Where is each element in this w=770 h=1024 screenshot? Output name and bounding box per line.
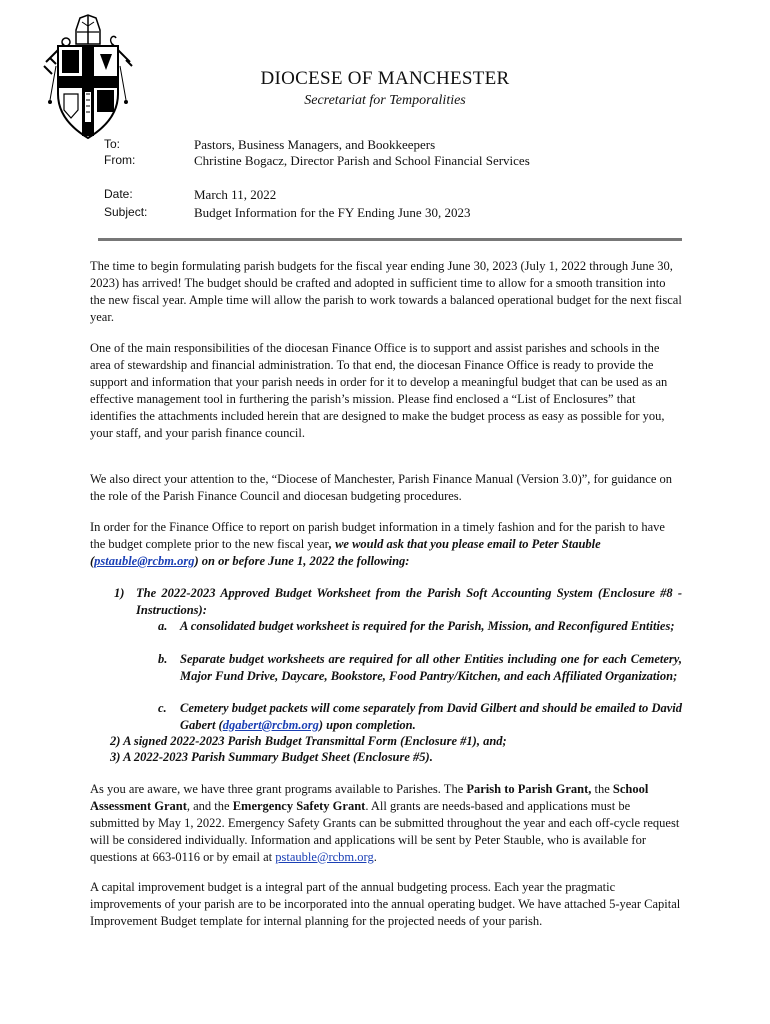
list-text-b: ) upon completion. <box>318 717 416 732</box>
paragraph-request <box>90 519 682 570</box>
grants-text-e: . All grants are needs-based and applications must be submitted by May 1, 2022. Emergency Safety Grants can be submitted throughout the year and each off-cycle request will be considered individually. Information and applications will be sent by Peter Stauble, who is available for questions at 663-0116 or by email at <box>90 798 680 864</box>
grant-name-parish: Parish to Parish Grant, <box>466 782 592 796</box>
list-number: a. <box>158 619 168 633</box>
memo-to-label: To: <box>104 137 121 151</box>
page-subtitle: Secretariat for Temporalities <box>304 93 466 108</box>
list-item-enclosure-1a <box>158 618 682 652</box>
memo-date-label: Date: <box>104 187 133 201</box>
request-emphasis-a: , we would ask that you please email to Peter Stauble ( <box>90 536 601 568</box>
header-divider <box>98 238 682 241</box>
list-text: Separate budget worksheets are required for all other Entities including one for each Cemetery, Major Fund Drive, Daycare, Bookstore, Food Pantry/Kitchen, and each Affiliated Organization; <box>180 652 682 683</box>
list-item-enclosure-3 <box>110 749 682 766</box>
paragraph-grants <box>90 781 682 866</box>
paragraph-capital-improvement: A capital improvement budget is a integral part of the annual budgeting process. Each year the pragmatic improvements of your parish are to be incorporated into the annual operating budget. We have attached 5-year Capital Improvement Budget template for internal planning for the projected needs of your parish. <box>90 880 681 928</box>
list-text-a: Cemetery budget packets will come separately from David Gilbert and should be emailed to David Gabert ( <box>180 701 682 732</box>
email-link-pstauble-2[interactable]: pstauble@rcbm.org <box>275 849 374 864</box>
paragraph-intro: The time to begin formulating parish budgets for the fiscal year ending June 30, 2023 (July 1, 2022 through June 30, 2023) has arrived! The budget should be crafted and adopted in sufficient time to allow for a smooth transition into the new fiscal year. Ample time will allow the parish to work towards a balanced operational budget for the next fiscal year. <box>90 259 682 324</box>
grants-text-c: the <box>591 782 613 796</box>
memo-from-value: Christine Bogacz, Director Parish and School Financial Services <box>194 153 530 168</box>
list-item-enclosure-1c <box>158 700 682 734</box>
memo-from-label: From: <box>104 153 136 167</box>
paragraph-finance-manual: We also direct your attention to the, “Diocese of Manchester, Parish Finance Manual (Version 3.0)”, for guidance on the role of the Parish Finance Council and diocesan budgeting procedures. <box>90 472 672 503</box>
list-text: 3) A 2022-2023 Parish Summary Budget Sheet (Enclosure #5). <box>110 750 433 764</box>
grants-text-a: As you are aware, we have three grant programs available to Parishes. The <box>90 782 467 796</box>
grants-text-d: , and the <box>186 798 233 813</box>
grant-name-emergency: Emergency Safety Grant <box>232 798 366 813</box>
grant-name-school: School Assessment Grant <box>90 782 649 813</box>
memo-subject-label: Subject: <box>104 205 148 219</box>
list-item-enclosure-2 <box>110 733 682 750</box>
page-title: DIOCESE OF MANCHESTER <box>260 68 510 89</box>
request-text: In order for the Finance Office to report on parish budget information in a timely fashion and for the parish to have the budget complete prior to the new fiscal year <box>90 520 665 551</box>
list-number: 1) <box>114 586 125 600</box>
list-item-enclosure-1b <box>158 651 682 701</box>
list-item-enclosure-1 <box>114 585 682 619</box>
request-emphasis-b: ) on or before June 1, 2022 the following: <box>194 553 410 568</box>
list-text: 2) A signed 2022-2023 Parish Budget Transmittal Form (Enclosure #1), and; <box>110 734 507 748</box>
list-text: A consolidated budget worksheet is required for the Parish, Mission, and Reconfigured Entities; <box>180 619 675 633</box>
list-text <box>180 700 682 733</box>
grants-text-f: . <box>373 849 377 864</box>
list-number: c. <box>158 701 167 715</box>
list-text: The 2022-2023 Approved Budget Worksheet from the Parish Soft Accounting System (Enclosure #8 - Instructions): <box>136 586 682 617</box>
paragraph-responsibilities: One of the main responsibilities of the diocesan Finance Office is to support and assist parishes and schools in the area of stewardship and financial administration. To that end, the diocesan Finance Office is ready to provide the support and information that your parish needs in order for it to develop a meaningful budget that can be used as an effective management tool in furthering the parish’s mission. Please find enclosed a “List of Enclosures” that identifies the attachments included herein that are designed to make the budget process as easy as possible for you, your staff, and your parish finance council. <box>90 341 668 440</box>
memo-subject-value: Budget Information for the FY Ending June 30, 2023 <box>194 205 471 220</box>
memo-to-value: Pastors, Business Managers, and Bookkeepers <box>194 137 436 152</box>
list-number: b. <box>158 652 168 666</box>
memo-date-value: March 11, 2022 <box>194 187 277 202</box>
email-link-dgabert[interactable]: dgabert@rcbm.org <box>222 717 319 732</box>
email-link-pstauble[interactable]: pstauble@rcbm.org <box>94 553 195 568</box>
